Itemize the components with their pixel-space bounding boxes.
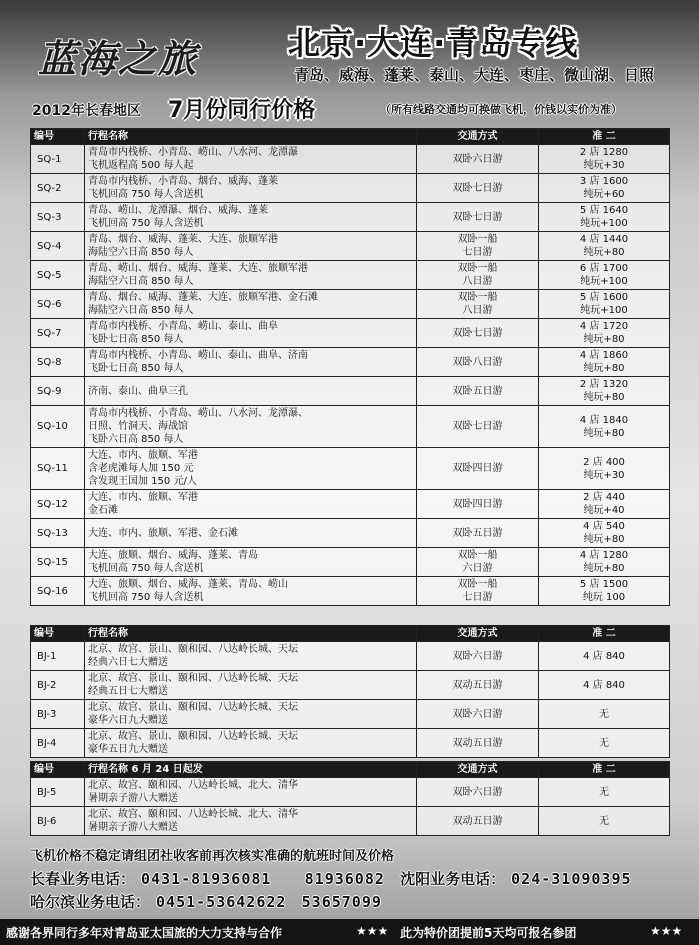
route-name (85, 406, 417, 448)
bottom-banner (0, 919, 699, 945)
price-line: 纯玩+100 (580, 305, 628, 316)
route-name-line: 飞卧七日高 850 每人 (88, 363, 184, 374)
page-subtitle: 青岛、威海、蓬莱、泰山、大连、枣庄、微山湖、日照 (294, 66, 655, 84)
price-line: 4 店 840 (583, 650, 625, 662)
route-name-line: 青岛市内栈桥、小青岛、崂山、八水河、龙潭瀑、 (88, 408, 308, 419)
transport-mode-line: 双卧五日游 (452, 385, 503, 397)
header-route: 行程名称 (85, 626, 417, 642)
transport-mode (417, 406, 539, 448)
price-line: 纯玩+40 (583, 505, 625, 516)
route-code: SQ-9 (31, 377, 85, 406)
harbin-phone-1: 0451-53642622 (156, 893, 287, 911)
transport-mode-line: 双卧四日游 (452, 498, 503, 510)
route-code: BJ-3 (31, 700, 85, 729)
transport-mode-line: 双卧四日游 (452, 463, 503, 474)
route-name-line: 含老虎滩每人加 150 元 (88, 463, 194, 474)
price-line: 纯玩+80 (583, 563, 625, 574)
route-name-line: 豪华五日九大赠送 (88, 744, 168, 755)
route-name-line: 海陆空六日高 850 每人 (88, 247, 194, 258)
table-row (31, 577, 670, 606)
transport-mode-line: 双卧七日游 (452, 182, 503, 194)
price-line: 无 (599, 815, 609, 827)
route-name-line: 大连、旅顺、烟台、威海、蓬莱、青岛、崂山 (88, 579, 288, 590)
route-name-line: 青岛市内栈桥、小青岛、崂山、八水河、龙潭瀑 (88, 147, 298, 158)
thanks-text: 感谢各界同行多年对青岛亚太国旅的大力支持与合作 (6, 926, 283, 940)
route-name (85, 348, 417, 377)
price (539, 290, 670, 319)
transport-mode (417, 261, 539, 290)
transport-mode (417, 671, 539, 700)
flight-price-notice: 飞机价格不稳定请组团社收客前再次核实准确的航班时间及价格 (30, 849, 395, 864)
price-line: 纯玩+80 (583, 427, 625, 439)
transport-mode-line: 双卧六日游 (452, 786, 503, 798)
price-line: 4 店 1840 (579, 414, 629, 426)
transport-mode-line: 双卧六日游 (452, 650, 503, 662)
route-code: SQ-8 (31, 348, 85, 377)
table-row (31, 778, 670, 807)
route-code: SQ-5 (31, 261, 85, 290)
price (539, 729, 670, 758)
table-row (31, 232, 670, 261)
route-name (85, 145, 417, 174)
transport-mode (417, 807, 539, 836)
route-name (85, 290, 417, 319)
route-code: BJ-2 (31, 671, 85, 700)
route-code: BJ-5 (31, 778, 85, 807)
route-name-line: 海陆空六日高 850 每人 (88, 276, 194, 287)
route-code: SQ-11 (31, 448, 85, 490)
route-code: SQ-15 (31, 548, 85, 577)
price (539, 261, 670, 290)
route-name-line: 北京、故宫、景山、颐和园、八达岭长城、天坛 (88, 702, 298, 713)
route-name-line: 暑期亲子游八大赠送 (88, 822, 178, 833)
region-label: 2012年长春地区 (32, 103, 141, 119)
route-code: SQ-16 (31, 577, 85, 606)
price-line: 4 店 1860 (579, 350, 629, 361)
table-row (31, 548, 670, 577)
price-table-qingdao-dalian (30, 128, 670, 606)
price-line: 纯玩+100 (580, 218, 628, 229)
table-header-row (31, 626, 670, 642)
shenyang-phone: 024-31090395 (511, 870, 632, 888)
price (539, 577, 670, 606)
route-name (85, 519, 417, 548)
route-code: SQ-10 (31, 406, 85, 448)
transport-mode-line: 双卧七日游 (452, 421, 503, 432)
month-title: 7月份同行价格 (168, 98, 316, 123)
transport-mode (417, 232, 539, 261)
route-code: SQ-2 (31, 174, 85, 203)
price-line: 2 店 1320 (579, 379, 629, 390)
price-line: 无 (599, 786, 609, 798)
header-price: 准 二 (539, 626, 670, 642)
route-name-line: 海陆空六日高 850 每人 (88, 305, 194, 316)
harbin-phone-line (30, 891, 382, 912)
transport-note: （所有线路交通均可换做飞机，价钱以实价为准） (380, 103, 622, 116)
stars-left: ★★★ (356, 924, 389, 938)
page-title: 北京·大连·青岛专线 (288, 24, 579, 62)
transport-mode-line: 双卧一船 (457, 292, 498, 303)
price-line: 4 店 1720 (579, 321, 629, 332)
transport-mode-line: 双卧六日游 (452, 153, 503, 165)
price-line: 5 店 1500 (579, 579, 629, 590)
header-banner (0, 0, 699, 98)
price-table-beijing (30, 625, 670, 758)
transport-mode (417, 174, 539, 203)
transport-mode-line: 双卧一船 (457, 579, 498, 590)
route-name-line: 北京、故宫、颐和园、八达岭长城、北大、清华 (88, 809, 298, 820)
price (539, 319, 670, 348)
route-name-line: 日照、竹洞天、海战馆 (88, 421, 188, 432)
route-name-line: 豪华六日九大赠送 (88, 715, 168, 726)
route-name (85, 232, 417, 261)
route-name (85, 261, 417, 290)
table-row (31, 490, 670, 519)
table-row (31, 290, 670, 319)
route-name-line: 青岛、烟台、威海、蓬莱、大连、旅顺军港 (88, 234, 278, 245)
table-row (31, 145, 670, 174)
route-name-line: 青岛、崂山、龙潭瀑、烟台、威海、蓬莱 (88, 205, 268, 216)
transport-mode-line: 八日游 (462, 276, 493, 287)
route-name (85, 174, 417, 203)
price-line: 4 店 1440 (579, 234, 629, 245)
stars-right: ★★★ (650, 924, 683, 938)
price (539, 448, 670, 490)
table-row (31, 807, 670, 836)
price (539, 700, 670, 729)
route-code: SQ-4 (31, 232, 85, 261)
route-name-line: 北京、故宫、景山、颐和园、八达岭长城、天坛 (88, 673, 298, 684)
header-price: 准 二 (539, 762, 670, 778)
transport-mode-line: 七日游 (462, 247, 493, 258)
price (539, 145, 670, 174)
transport-mode (417, 145, 539, 174)
price-line: 2 店 1280 (579, 147, 629, 158)
transport-mode (417, 348, 539, 377)
changchun-phone-2: 81936082 (304, 870, 385, 888)
table-row (31, 377, 670, 406)
transport-mode (417, 729, 539, 758)
price-line: 2 店 400 (583, 456, 625, 468)
route-name-line: 北京、故宫、颐和园、八达岭长城、北大、清华 (88, 780, 298, 791)
transport-mode-line: 双卧八日游 (452, 356, 503, 368)
route-name (85, 671, 417, 700)
route-code: SQ-6 (31, 290, 85, 319)
route-name-line: 北京、故宫、景山、颐和园、八达岭长城、天坛 (88, 644, 298, 655)
transport-mode (417, 700, 539, 729)
table-row (31, 671, 670, 700)
route-name-line: 青岛、烟台、威海、蓬莱、大连、旅顺军港、金石滩 (88, 292, 318, 303)
price (539, 490, 670, 519)
logo: 蓝海之旅 (38, 36, 199, 81)
transport-mode-line: 双卧一船 (457, 263, 498, 274)
route-name-line: 飞机回高 750 每人含送机 (88, 563, 204, 574)
price (539, 642, 670, 671)
price (539, 519, 670, 548)
route-name-line: 青岛市内栈桥、小青岛、崂山、泰山、曲阜 (88, 321, 278, 332)
route-name (85, 642, 417, 671)
changchun-phone-1: 0431-81936081 (141, 870, 272, 888)
price-line: 6 店 1700 (579, 263, 629, 274)
route-name-line: 大连、市内、旅顺、军港 (88, 492, 198, 503)
transport-mode (417, 778, 539, 807)
transport-mode-line: 双动五日游 (452, 679, 503, 691)
transport-mode (417, 319, 539, 348)
route-name (85, 548, 417, 577)
price-line: 纯玩+80 (583, 534, 625, 545)
changchun-label: 长春业务电话： (30, 870, 136, 888)
price-line: 5 店 1640 (579, 205, 629, 216)
price (539, 203, 670, 232)
route-name-line: 含发现王国加 150 元/人 (88, 476, 197, 487)
table-row (31, 406, 670, 448)
price (539, 778, 670, 807)
price-line: 纯玩+80 (583, 247, 625, 258)
price-line: 纯玩+100 (580, 276, 628, 287)
table-row (31, 261, 670, 290)
table-row (31, 348, 670, 377)
route-code: BJ-6 (31, 807, 85, 836)
table-row (31, 519, 670, 548)
table-row (31, 642, 670, 671)
price-line: 2 店 440 (583, 492, 625, 503)
changchun-phone-line (30, 868, 632, 889)
transport-mode-line: 双卧六日游 (452, 708, 503, 720)
price-line: 纯玩+80 (583, 392, 625, 403)
route-name (85, 203, 417, 232)
route-name-line: 经典五日七大赠送 (88, 686, 168, 697)
price (539, 807, 670, 836)
price-line: 无 (599, 708, 609, 720)
route-name-line: 青岛市内栈桥、小青岛、烟台、威海、蓬莱 (88, 176, 278, 187)
price-table-beijing-summer (30, 761, 670, 836)
route-name-line: 大连、市内、旅顺、军港 (88, 450, 198, 461)
transport-mode-line: 双动五日游 (452, 815, 503, 827)
price-line: 纯玩+80 (583, 363, 625, 374)
route-name (85, 729, 417, 758)
price (539, 406, 670, 448)
route-name-line: 飞机返程高 500 每人起 (88, 160, 194, 171)
route-name-line: 飞机回高 750 每人含送机 (88, 189, 204, 200)
price-line: 4 店 840 (583, 679, 625, 691)
route-code: BJ-4 (31, 729, 85, 758)
price (539, 174, 670, 203)
route-name (85, 319, 417, 348)
price-line: 纯玩 100 (582, 592, 626, 603)
transport-mode (417, 548, 539, 577)
transport-mode (417, 519, 539, 548)
transport-mode-line: 双卧五日游 (452, 527, 503, 539)
transport-mode (417, 203, 539, 232)
route-code: BJ-1 (31, 642, 85, 671)
header-code: 编号 (31, 626, 85, 642)
harbin-phone-2: 53657099 (301, 893, 382, 911)
transport-mode-line: 六日游 (462, 563, 493, 574)
price (539, 548, 670, 577)
header-transport: 交通方式 (417, 129, 539, 145)
table-row (31, 203, 670, 232)
transport-mode (417, 642, 539, 671)
price (539, 232, 670, 261)
transport-mode-line: 双动五日游 (452, 737, 503, 749)
price-line: 纯玩+30 (583, 469, 625, 481)
transport-mode (417, 490, 539, 519)
route-name (85, 778, 417, 807)
route-name-line: 大连、旅顺、烟台、威海、蓬莱、青岛 (88, 550, 258, 561)
route-name-line: 青岛、崂山、烟台、威海、蓬莱、大连、旅顺军港 (88, 263, 308, 274)
route-name-line: 飞机回高 750 每人含送机 (88, 218, 204, 229)
route-code: SQ-7 (31, 319, 85, 348)
route-name-line: 大连、市内、旅顺、军港、金石滩 (88, 527, 238, 539)
route-name (85, 377, 417, 406)
price-line: 纯玩+80 (583, 334, 625, 345)
table-row (31, 448, 670, 490)
header-route: 行程名称 6 月 24 日起发 (85, 762, 417, 778)
header-price: 准 二 (539, 129, 670, 145)
route-name-line: 飞卧六日高 850 每人 (88, 434, 184, 445)
price (539, 671, 670, 700)
transport-mode-line: 双卧一船 (457, 550, 498, 561)
transport-mode-line: 双卧一船 (457, 234, 498, 245)
route-name (85, 807, 417, 836)
logo-area (22, 20, 232, 81)
table-header-row (31, 762, 670, 778)
price-line: 3 店 1600 (579, 176, 629, 187)
price-line: 无 (599, 737, 609, 749)
route-name (85, 700, 417, 729)
transport-mode-line: 七日游 (462, 592, 493, 603)
shenyang-label: 沈阳业务电话： (400, 870, 506, 888)
transport-mode-line: 双卧七日游 (452, 211, 503, 223)
route-code: SQ-1 (31, 145, 85, 174)
table-header-row (31, 129, 670, 145)
route-name-line: 经典六日七大赠送 (88, 657, 168, 668)
route-name-line: 济南、泰山、曲阜三孔 (88, 385, 188, 397)
transport-mode (417, 448, 539, 490)
price-line: 4 店 1280 (579, 550, 629, 561)
price-line: 4 店 540 (583, 521, 625, 532)
promo-text: 此为特价团提前5天均可报名参团 (400, 926, 577, 940)
table-row (31, 729, 670, 758)
transport-mode (417, 577, 539, 606)
price-line: 纯玩+30 (583, 160, 625, 171)
route-name-line: 暑期亲子游八大赠送 (88, 793, 178, 804)
route-name-line: 北京、故宫、景山、颐和园、八达岭长城、天坛 (88, 731, 298, 742)
transport-mode-line: 双卧七日游 (452, 327, 503, 339)
transport-mode-line: 八日游 (462, 305, 493, 316)
table-row (31, 174, 670, 203)
route-code: SQ-3 (31, 203, 85, 232)
header-code: 编号 (31, 129, 85, 145)
price (539, 377, 670, 406)
table-row (31, 700, 670, 729)
price (539, 348, 670, 377)
transport-mode (417, 290, 539, 319)
header-code: 编号 (31, 762, 85, 778)
header-transport: 交通方式 (417, 626, 539, 642)
table-row (31, 319, 670, 348)
route-name-line: 金石滩 (88, 505, 118, 516)
transport-mode (417, 377, 539, 406)
header-transport: 交通方式 (417, 762, 539, 778)
route-name (85, 490, 417, 519)
price-line: 5 店 1600 (579, 292, 629, 303)
route-code: SQ-13 (31, 519, 85, 548)
route-name-line: 飞机回高 750 每人含送机 (88, 592, 204, 603)
price-line: 纯玩+60 (583, 189, 625, 200)
route-code: SQ-12 (31, 490, 85, 519)
route-name-line: 青岛市内栈桥、小青岛、崂山、泰山、曲阜、济南 (88, 350, 308, 361)
header-route: 行程名称 (85, 129, 417, 145)
route-name (85, 448, 417, 490)
harbin-label: 哈尔滨业务电话： (30, 893, 151, 911)
route-name (85, 577, 417, 606)
route-name-line: 飞卧七日高 850 每人 (88, 334, 184, 345)
